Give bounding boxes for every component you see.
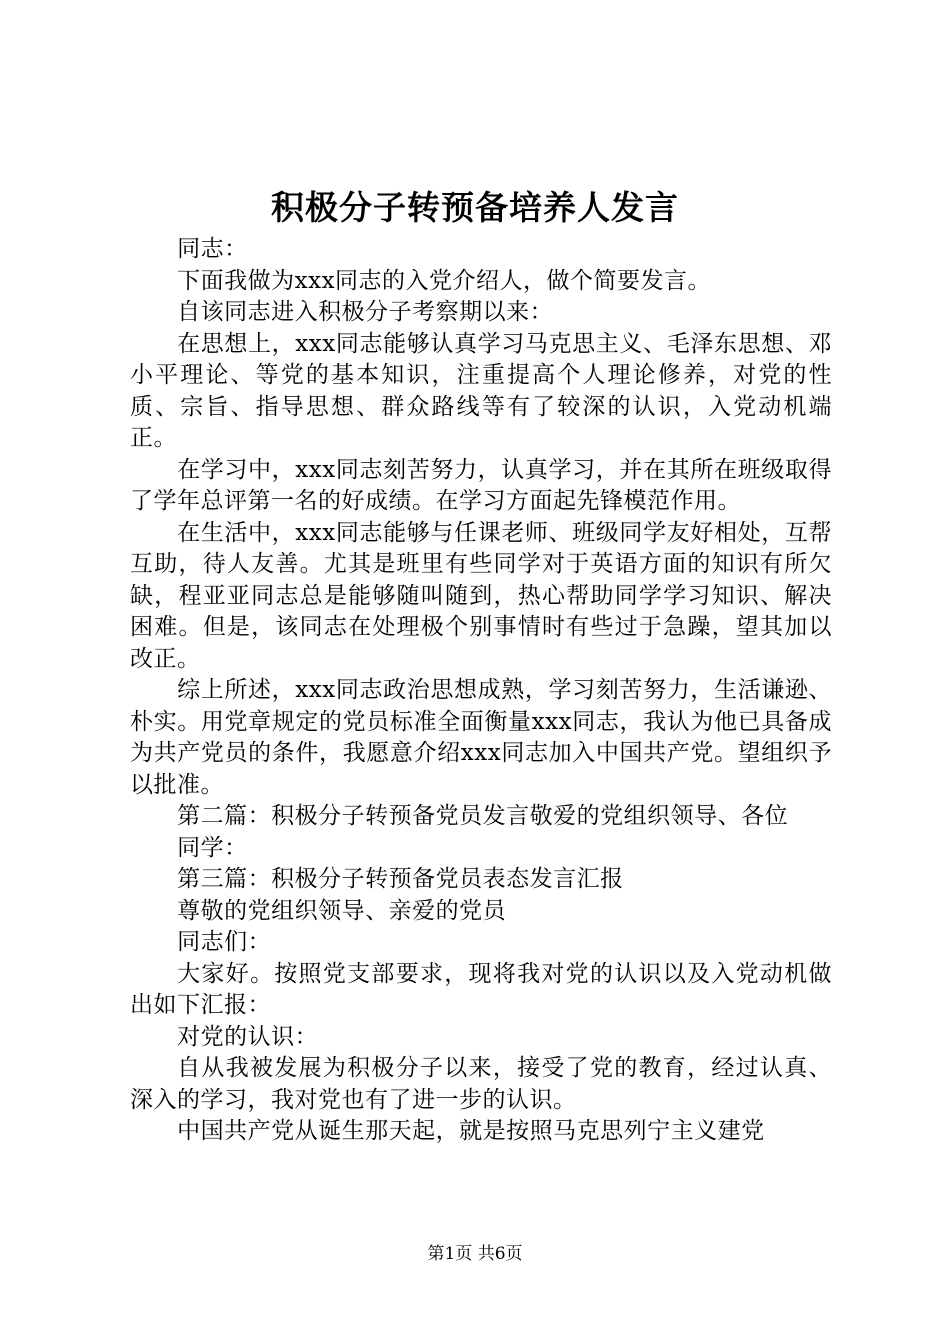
- paragraph: 在学习中，xxx同志刻苦努力，认真学习，并在其所在班级取得了学年总评第一名的好成绩。在学习方面起先锋模范作用。: [130, 456, 832, 514]
- page-number-footer: 第1页 共6页: [427, 1244, 523, 1264]
- paragraph: 同学：: [177, 834, 248, 861]
- paragraph: 自该同志进入积极分子考察期以来：: [177, 299, 554, 325]
- document-body: [130, 234, 832, 1148]
- paragraph: 同志：: [177, 236, 248, 262]
- paragraph: 对党的认识：: [177, 1023, 319, 1050]
- paragraph: 在生活中，xxx同志能够与任课老师、班级同学友好相处，互帮互助，待人友善。尤其是班里有些同学对于英语方面的知识有所欠缺，程亚亚同志总是能够随叫随到，热心帮助同学学习知识、解决困难。但是，该同志在处理极个别事情时有些过于急躁，望其加以改正。: [130, 519, 832, 672]
- paragraph: 尊敬的党组织领导、亲爱的党员: [177, 897, 507, 924]
- paragraph: 同志们：: [177, 929, 272, 955]
- paragraph: 中国共产党从诞生那天起，就是按照马克思列宁主义建党: [177, 1118, 765, 1144]
- document-title: 积极分子转预备培养人发言: [271, 188, 679, 227]
- paragraph: 大家好。按照党支部要求，现将我对党的认识以及入党动机做出如下汇报：: [130, 960, 832, 1018]
- paragraph: 第三篇：积极分子转预备党员表态发言汇报: [177, 866, 624, 892]
- paragraph: 下面我做为xxx同志的入党介绍人，做个简要发言。: [177, 267, 712, 294]
- paragraph: 第二篇：积极分子转预备党员发言敬爱的党组织领导、各位: [177, 803, 789, 829]
- paragraph: 在思想上，xxx同志能够认真学习马克思主义、毛泽东思想、邓小平理论、等党的基本知识，注重提高个人理论修养，对党的性质、宗旨、指导思想、群众路线等有了较深的认识，入党动机端正。: [130, 330, 832, 451]
- paragraph: 综上所述，xxx同志政治思想成熟，学习刻苦努力，生活谦逊、朴实。用党章规定的党员标准全面衡量xxx同志，我认为他已具备成为共产党员的条件，我愿意介绍xxx同志加入中国共产党。望组织予以批准。: [130, 677, 832, 798]
- paragraph: 自从我被发展为积极分子以来，接受了党的教育，经过认真、深入的学习，我对党也有了进一步的认识。: [130, 1055, 832, 1113]
